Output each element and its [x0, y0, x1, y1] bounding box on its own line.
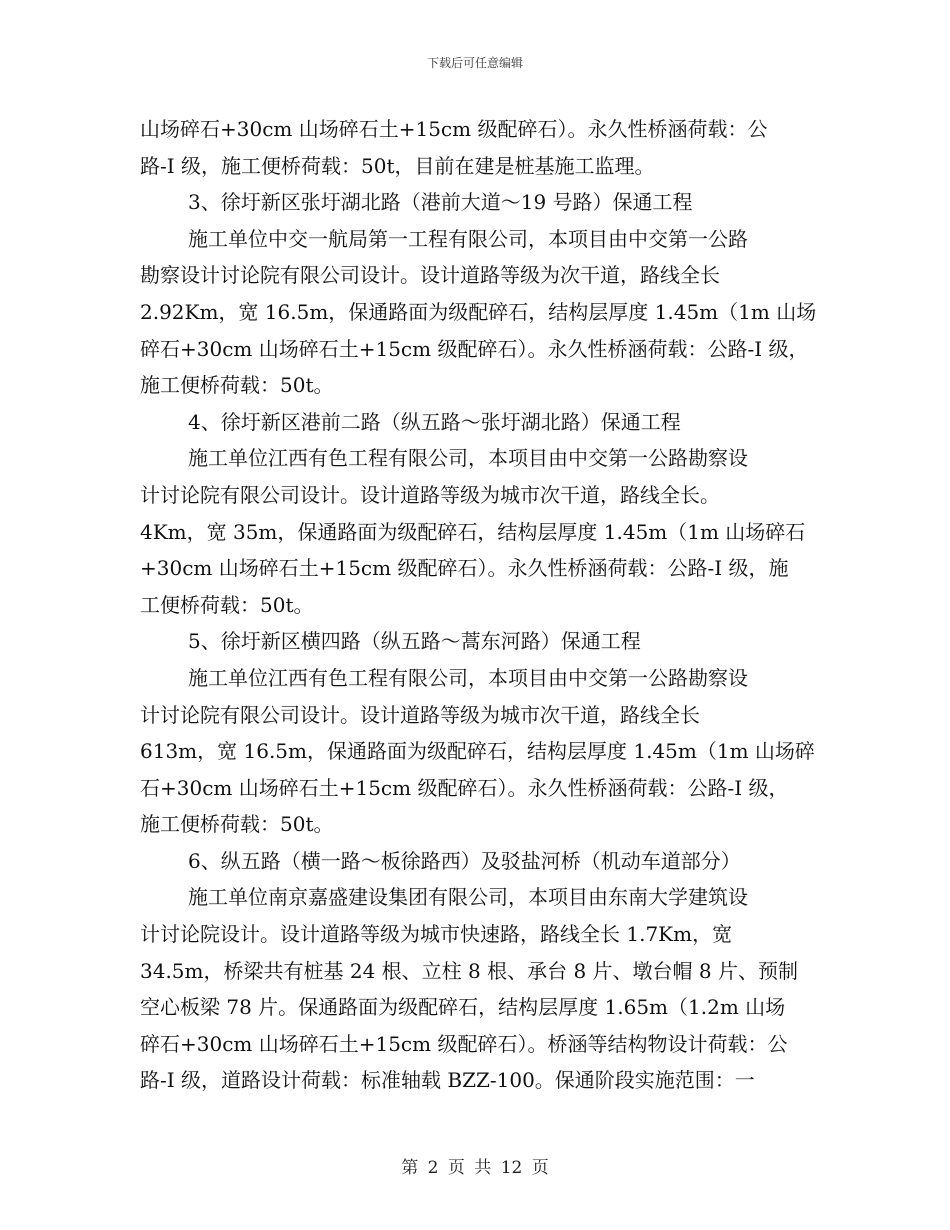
text-line: 施工单位南京嘉盛建设集团有限公司，本项目由东南大学建筑设	[188, 885, 748, 910]
text-line: 34.5m，桥梁共有桩基 24 根、立柱 8 根、承台 8 片、墩台帽 8 片、预制	[140, 958, 798, 983]
text-line: 碎石+30cm 山场碎石土+15cm 级配碎石）。桥涵等结构物设计荷载：公	[140, 1031, 788, 1056]
text-line: 碎石+30cm 山场碎石土+15cm 级配碎石）。永久性桥涵荷载：公路-I 级，	[140, 336, 809, 361]
text-line: 2.92Km，宽 16.5m，保通路面为级配碎石，结构层厚度 1.45m（1m 山场	[140, 299, 817, 324]
document-body	[140, 111, 840, 1099]
text-line: 施工单位江西有色工程有限公司，本项目由中交第一公路勘察设	[188, 446, 748, 471]
text-line: 4Km，宽 35m，保通路面为级配碎石，结构层厚度 1.45m（1m 山场碎石	[140, 519, 806, 544]
text-line: 勘察设计讨论院有限公司设计。设计道路等级为次干道，路线全长	[140, 263, 720, 288]
text-line: 路-I 级，施工便桥荷载：50t，目前在建是桩基施工监理。	[140, 153, 655, 178]
text-line: 空心板梁 78 片。保通路面为级配碎石，结构层厚度 1.65m（1.2m 山场	[140, 995, 786, 1020]
text-line: 施工便桥荷载：50t。	[140, 373, 334, 398]
text-line: 路-I 级，道路设计荷载：标准轴载 BZZ-100。保通阶段实施范围：一	[140, 1068, 755, 1093]
text-line: 613m，宽 16.5m，保通路面为级配碎石，结构层厚度 1.45m（1m 山场碎	[140, 739, 815, 764]
text-line: 计讨论院有限公司设计。设计道路等级为城市次干道，路线全长	[140, 702, 700, 727]
text-line: 6、纵五路（横一路～板徐路西）及驳盐河桥（机动车道部分）	[188, 848, 741, 873]
text-line: 施工单位江西有色工程有限公司，本项目由中交第一公路勘察设	[188, 665, 748, 690]
text-line: 施工单位中交一航局第一工程有限公司，本项目由中交第一公路	[188, 226, 748, 251]
text-line: 山场碎石+30cm 山场碎石土+15cm 级配碎石）。永久性桥涵荷载：公	[140, 117, 768, 141]
header-note: 下载后可任意编辑	[426, 56, 523, 70]
text-line: 施工便桥荷载：50t。	[140, 812, 334, 837]
text-line: 计讨论院有限公司设计。设计道路等级为城市次干道，路线全长。	[140, 482, 720, 507]
text-line: 3、徐圩新区张圩湖北路（港前大道～19 号路）保通工程	[188, 190, 693, 215]
text-line: 计讨论院设计。设计道路等级为城市快速路，路线全长 1.7Km，宽	[140, 922, 733, 947]
text-line: 石+30cm 山场碎石土+15cm 级配碎石）。永久性桥涵荷载：公路-I 级，	[140, 775, 789, 800]
text-line: 5、徐圩新区横四路（纵五路～蒿东河路）保通工程	[188, 629, 641, 654]
text-line: 4、徐圩新区港前二路（纵五路～张圩湖北路）保通工程	[188, 409, 681, 434]
text-line: 工便桥荷载：50t。	[140, 592, 314, 617]
text-line: +30cm 山场碎石土+15cm 级配碎石）。永久性桥涵荷载：公路-I 级，施	[140, 556, 789, 581]
page-number-footer: 第 2 页 共 12 页	[401, 1158, 549, 1178]
